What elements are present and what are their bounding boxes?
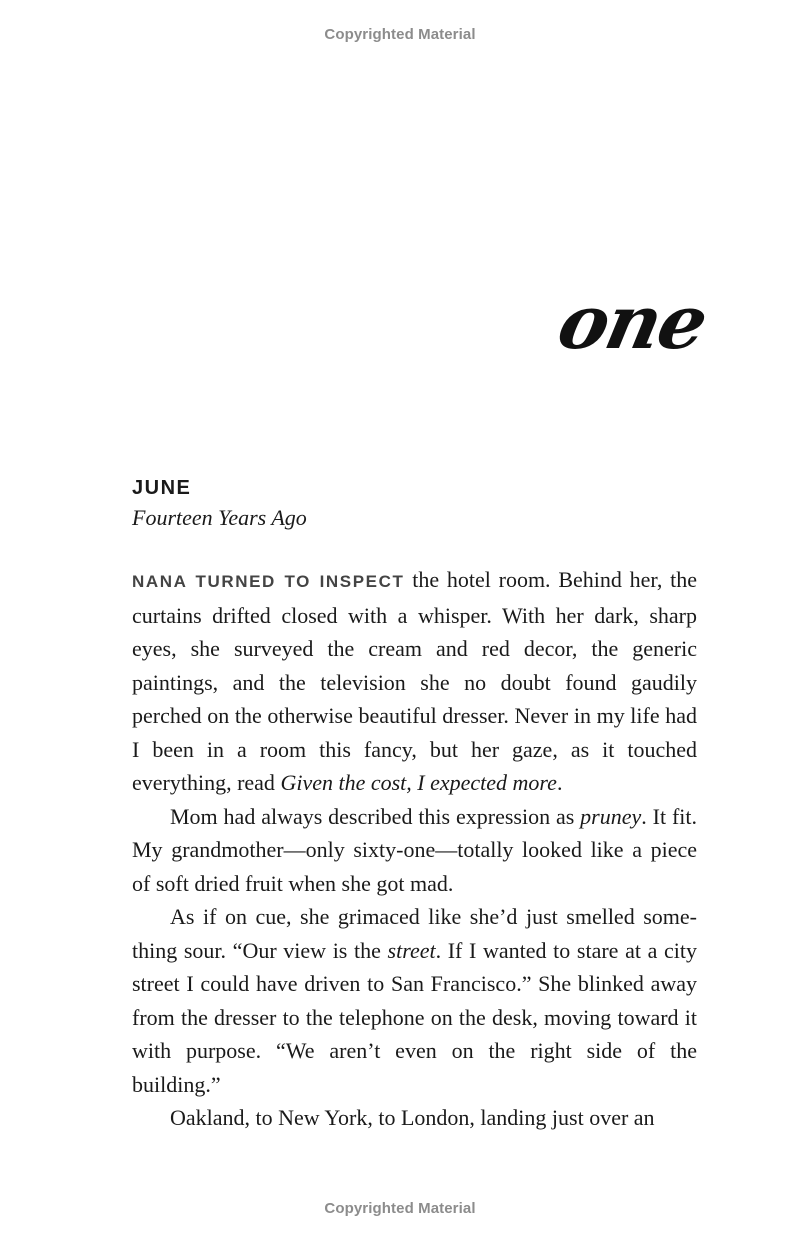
paragraph-3-italic: street [387, 937, 436, 963]
section-subheading: Fourteen Years Ago [132, 505, 307, 530]
copyright-watermark-bottom: Copyrighted Material [324, 1200, 476, 1217]
lead-in-caps: NANA TURNED TO INSPECT [132, 572, 405, 591]
paragraph-2-end: . It fit. My grandmother—only sixty-one—totally looked like a piece of soft dried fruit when she got mad. [132, 803, 697, 896]
section-heading: JUNE [132, 477, 192, 499]
paragraph-4-text: Oakland, to New York, to London, landing just over an [170, 1105, 655, 1130]
paragraph-1 [132, 563, 697, 800]
paragraph-1-end: . [556, 770, 563, 795]
paragraph-2 [132, 800, 697, 901]
paragraph-1-text: the hotel room. Behind her, the curtains drifted closed with a whisper. With her dark, sharp eyes, she surveyed the cream and red decor, the generic paintings, and the television she no doubt found gaudily perched on the otherwise beautiful dresser. Never in my life had I been in a room this fancy, but her gaze, as it touched everything, read [132, 567, 697, 795]
paragraph-3-end: . If I wanted to stare at a city street I could have driven to San Francisco.” She blinked away from the dresser to the telephone on the desk, moving toward it with purpose. “We aren’t even on the right side of the building.” [132, 937, 697, 1097]
paragraph-3-text: As if on cue, she grimaced like she’d just smelled something sour. “Our view is the [132, 904, 697, 963]
paragraph-2-text: Mom had always described this expression as [170, 803, 581, 829]
chapter-title: one [550, 280, 714, 366]
paragraph-3 [132, 900, 697, 1101]
body-text [132, 563, 697, 1135]
paragraph-4 [132, 1101, 697, 1135]
paragraph-1-italic: Given the cost, I expected more [280, 770, 557, 795]
paragraph-2-italic: pruney [580, 803, 642, 829]
copyright-watermark-top: Copyrighted Material [324, 26, 476, 43]
